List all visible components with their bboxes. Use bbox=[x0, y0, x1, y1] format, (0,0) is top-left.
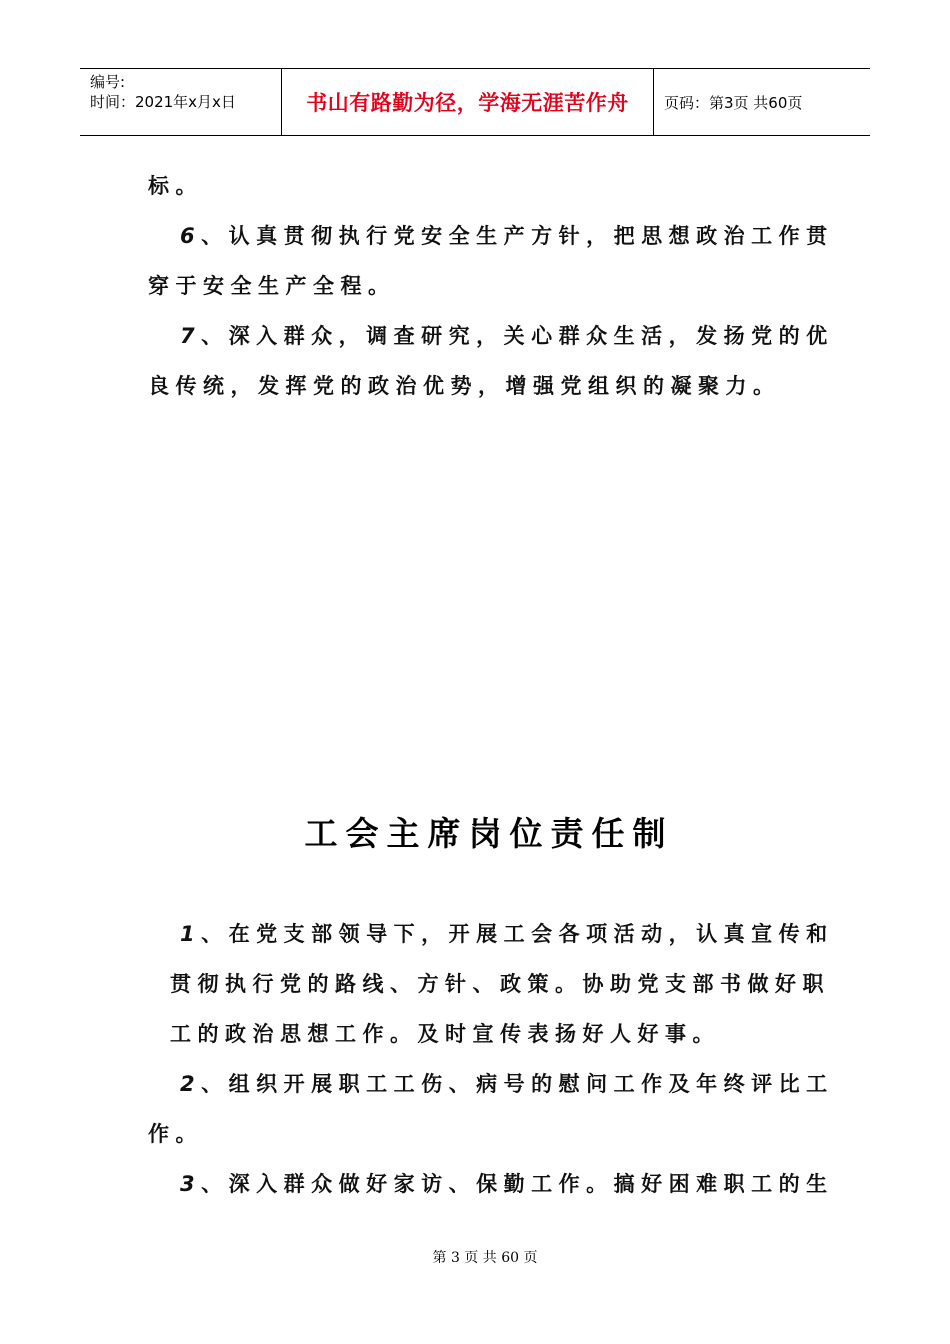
header-meta bbox=[80, 69, 281, 135]
paragraph-line: 7、深入群众，调查研究，关心群众生活，发扬党的优 bbox=[180, 323, 834, 348]
page-footer: 第 3 页 共 60 页 bbox=[432, 1250, 538, 1266]
list-number: 2 bbox=[180, 1072, 202, 1096]
paragraph-line: 良传统，发挥党的政治优势，增强党组织的凝聚力。 bbox=[148, 373, 781, 398]
list-number: 6 bbox=[180, 224, 202, 248]
paragraph-line: 工的政治思想工作。及时宣传表扬好人好事。 bbox=[170, 1021, 720, 1046]
paragraph-line: 3、深入群众做好家访、保勤工作。搞好困难职工的生 bbox=[180, 1171, 834, 1196]
paragraph-line: 2、组织开展职工工伤、病号的慰问工作及年终评比工 bbox=[180, 1071, 834, 1096]
paragraph-line: 6、认真贯彻执行党安全生产方针，把思想政治工作贯 bbox=[180, 223, 834, 248]
section-title: 工会主席岗位责任制 bbox=[304, 814, 674, 853]
list-number: 3 bbox=[180, 1172, 202, 1196]
header-motto: 书山有路勤为径，学海无涯苦作舟 bbox=[306, 91, 629, 115]
paragraph-line: 贯彻执行党的路线、方针、政策。协助党支部书做好职 bbox=[170, 971, 830, 996]
paragraph-line: 作。 bbox=[148, 1121, 203, 1146]
time-label: 时间：2021年x月x日 bbox=[90, 93, 236, 111]
paragraph-line: 穿于安全生产全程。 bbox=[148, 273, 396, 298]
list-number: 7 bbox=[180, 324, 202, 348]
header-table bbox=[80, 68, 870, 136]
paragraph-line: 1、在党支部领导下，开展工会各项活动，认真宣传和 bbox=[180, 921, 834, 946]
list-number: 1 bbox=[180, 922, 202, 946]
header-page-info: 页码：第3页 共60页 bbox=[664, 93, 803, 112]
header-page-cell bbox=[654, 69, 870, 135]
header-motto-cell bbox=[281, 69, 654, 135]
paragraph-line: 标。 bbox=[148, 173, 203, 198]
serial-label: 编号: bbox=[90, 73, 126, 91]
